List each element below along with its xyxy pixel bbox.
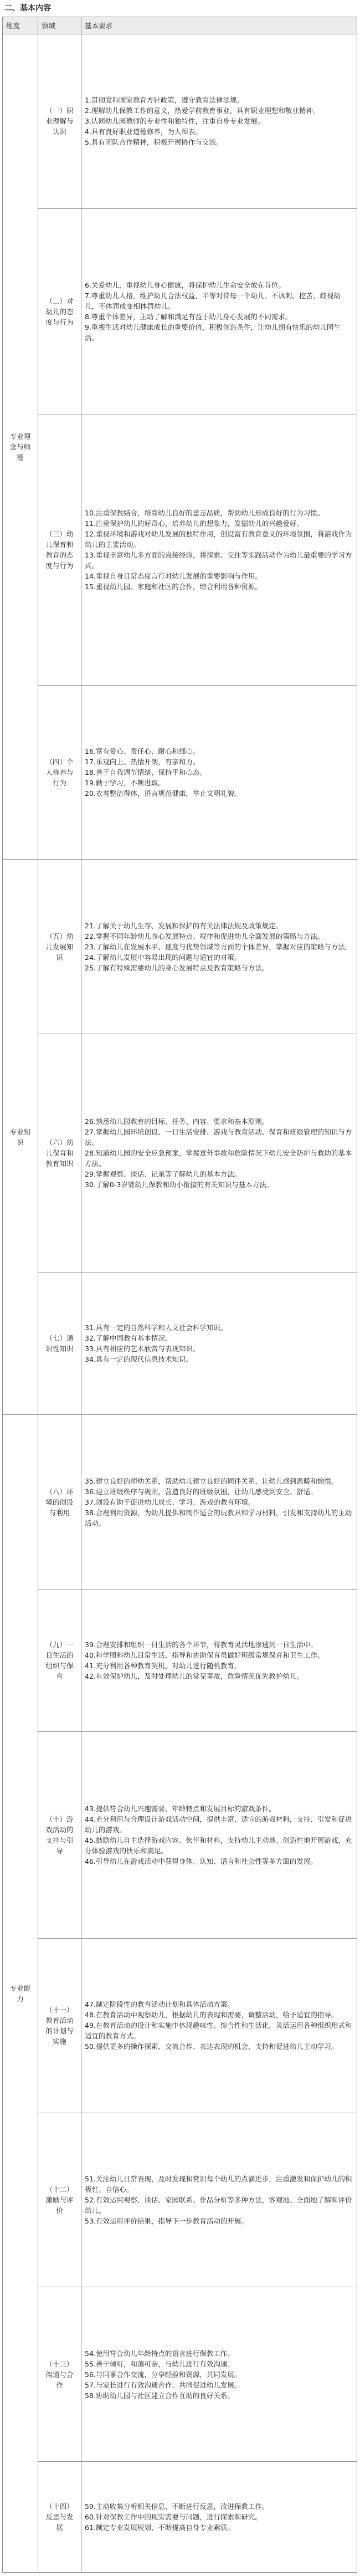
requirement-item: 22.掌握不同年龄幼儿身心发展特点、规律和促进幼儿全面发展的策略与方法。 (85, 932, 325, 941)
requirement-item: 38.合理利用资源，为幼儿提供和制作适合的玩教具和学习材料，引发和支持幼儿的主动活动。 (85, 1508, 352, 1527)
requirement-item: 42.有效保护幼儿，及时处理幼儿的常见事故，危险情况优先救护幼儿。 (85, 1672, 304, 1681)
requirement-item: 9.重视生活对幼儿健康成长的重要价值，积极创造条件，让幼儿拥有快乐的幼儿园生活。 (85, 323, 341, 343)
requirements-cell (81, 1272, 357, 1414)
field-cell: （十一）教育活动的计划与实施 (38, 1938, 81, 2113)
requirement-item: 44.充分利用与合理设计游戏活动空间，提供丰富、适宜的游戏材料，支持、引发和促进幼儿的游戏。 (85, 1815, 352, 1834)
dimension-cell: 专业知识 (3, 860, 38, 1415)
requirement-item: 17.乐观向上、热情开朗，有亲和力。 (85, 757, 200, 766)
header-dimension: 维度 (3, 17, 38, 34)
requirement-item: 43.提供符合幼儿兴趣需要、年龄特点和发展目标的游戏条件。 (85, 1805, 276, 1813)
table-row (3, 2113, 357, 2287)
requirements-cell (81, 415, 357, 685)
requirement-item: 18.善于自我调节情绪，保持平和心态。 (85, 768, 207, 776)
requirement-item: 33.具有相应的艺术欣赏与表现知识。 (85, 1345, 200, 1353)
requirement-item: 19.勤于学习，不断进取。 (85, 778, 165, 787)
requirement-item: 48.在教育活动中观察幼儿，根据幼儿的表现和需要，调整活动，给予适宜的指导。 (85, 2011, 338, 2020)
requirement-item: 32.了解中国教育基本情况。 (85, 1334, 172, 1343)
requirement-item: 20.衣着整洁得体，语言规范健康，举止文明礼貌。 (85, 789, 241, 798)
requirement-item: 28.知道幼儿园的安全应急预案，掌握意外事故和危险情况下幼儿安全防护与救助的基本方法。 (85, 1149, 352, 1168)
requirement-item: 34.具有一定的现代信息技术知识。 (85, 1355, 193, 1364)
field-cell: （二）对幼儿的态度与行为 (38, 208, 81, 415)
requirements-cell (81, 1938, 357, 2113)
requirements-cell (81, 34, 357, 209)
requirement-item: 5.具有团队合作精神，积极开展协作与交流。 (85, 138, 223, 147)
table-row (3, 415, 357, 685)
field-cell: （三）幼儿保育和教育的态度与行为 (38, 415, 81, 685)
table-row (3, 860, 357, 1034)
field-cell: （十）游戏活动的支持与引导 (38, 1732, 81, 1938)
table-row (3, 2462, 357, 2573)
requirements-cell (81, 208, 357, 415)
requirements-cell (81, 1732, 357, 1938)
requirement-item: 51.关注幼儿日常表现，及时发现和赏识每个幼儿的点滴进步，注重激发和保护幼儿的积极性、自信心。 (85, 2174, 352, 2194)
table-body (3, 34, 357, 2573)
requirements-cell (81, 2113, 357, 2287)
requirement-item: 57.与家长进行有效沟通合作，共同促进幼儿发展。 (85, 2380, 241, 2389)
requirement-item: 14.重视自身日常态度言行对幼儿发展的重要影响与作用。 (85, 572, 262, 581)
requirement-item: 3.认同幼儿园教师的专业性和独特性，注重自身专业发展。 (85, 117, 265, 126)
requirement-item: 60.针对保教工作中的现实需要与问题，进行探索和研究。 (85, 2513, 262, 2522)
header-requirements: 基本要求 (81, 17, 357, 34)
table-header-row (3, 17, 357, 34)
requirement-item: 31.具有一定的自然科学和人文社会科学知识。 (85, 1323, 228, 1332)
requirement-item: 13.重视丰富幼儿多方面的直接经验，将探索、交往等实践活动作为幼儿最重要的学习方式。 (85, 551, 352, 570)
table-row (3, 1415, 357, 1589)
table-row (3, 1034, 357, 1272)
requirement-item: 56.与同事合作交流，分享经验和资源，共同发展。 (85, 2370, 241, 2379)
field-cell: （九）一日生活的组织与保育 (38, 1589, 81, 1732)
requirement-item: 41.充分利用各种教育契机，对幼儿进行随机教育。 (85, 1662, 241, 1670)
requirement-item: 30.了解0-3岁婴幼儿保教和幼小衔接的有关知识与基本方法。 (85, 1180, 274, 1189)
dimension-cell: 专业能力 (3, 1415, 38, 2573)
requirement-item: 23.了解幼儿在发展水平、速度与优势领域等方面的个体差异，掌握对应的策略与方法。 (85, 942, 352, 951)
requirement-item: 27.掌握幼儿园环境创设、一日生活安排、游戏与教育活动、保育和班级管理的知识与方法。 (85, 1128, 352, 1147)
table-row (3, 1272, 357, 1414)
table-row (3, 1732, 357, 1938)
requirement-item: 29.掌握观察、谈话、记录等了解幼儿的基本方法。 (85, 1170, 241, 1179)
requirement-item: 10.注重保教结合，培育幼儿良好的意志品质，帮助幼儿形成良好的行为习惯。 (85, 509, 325, 518)
requirement-item: 11.注重保护幼儿的好奇心，培养幼儿的想象力，发掘幼儿的兴趣爱好。 (85, 519, 304, 528)
requirement-item: 52.有效运用观察、谈话、家园联系、作品分析等多种方法，客观地、全面地了解和评价幼儿。 (85, 2195, 352, 2215)
requirement-item: 47.制定阶段性的教育活动计划和具体活动方案。 (85, 2000, 234, 2009)
requirement-item: 6.关爱幼儿，重视幼儿身心健康，将保护幼儿生命安全放在首位。 (85, 281, 285, 290)
field-cell: （十四）反思与发展 (38, 2462, 81, 2573)
requirement-item: 49.在教育活动的设计和实施中体现趣味性、综合性和生活化，灵活运用各种组织形式和适宜的教育方式。 (85, 2021, 352, 2041)
field-cell: （五）幼儿发展知识 (38, 860, 81, 1034)
requirements-cell (81, 1589, 357, 1732)
field-cell: （十二）激励与评价 (38, 2113, 81, 2287)
requirement-item: 24.了解幼儿发展中容易出现的问题与适宜的对策。 (85, 953, 241, 962)
field-cell: （一）职业理解与认识 (38, 34, 81, 209)
requirement-item: 55.善于倾听，和蔼可亲，与幼儿进行有效沟通。 (85, 2359, 234, 2368)
requirement-item: 53.有效运用评价结果，指导下一步教育活动的开展。 (85, 2216, 248, 2225)
field-cell: （四）个人修养与行为 (38, 685, 81, 860)
field-cell: （八）环境的创设与利用 (38, 1415, 81, 1589)
table-row (3, 685, 357, 860)
requirement-item: 50.提供更多的操作探索、交流合作、表达表现的机会，支持和促进幼儿主动学习。 (85, 2042, 338, 2051)
requirements-cell (81, 2287, 357, 2462)
requirements-cell (81, 685, 357, 860)
requirement-item: 2.理解幼儿保教工作的意义，热爱学前教育事业，具有职业理想和敬业精神。 (85, 106, 320, 115)
requirement-item: 15.重视幼儿园、家庭和社区的合作，综合利用各种资源。 (85, 582, 262, 591)
field-cell: （七）通识性知识 (38, 1272, 81, 1414)
header-field: 领域 (38, 17, 81, 34)
requirement-item: 35.建立良好的师幼关系，帮助幼儿建立良好的同伴关系，让幼儿感到温暖和愉悦。 (85, 1476, 338, 1485)
requirements-cell (81, 1415, 357, 1589)
requirement-item: 4.具有良好职业道德修养，为人师表。 (85, 127, 202, 136)
field-cell: （十三）沟通与合作 (38, 2287, 81, 2462)
dimension-cell: 专业理念与师德 (3, 34, 38, 860)
requirement-item: 58.协助幼儿园与社区建立合作互助的良好关系。 (85, 2391, 234, 2400)
requirement-item: 61.制定专业发展规划，不断提高自身专业素质。 (85, 2523, 234, 2532)
requirement-item: 54.使用符合幼儿年龄特点的语言进行保教工作。 (85, 2349, 234, 2358)
requirement-item: 37.创设有助于促进幼儿成长、学习、游戏的教育环境。 (85, 1497, 255, 1506)
requirement-item: 40.科学照料幼儿日常生活，指导和协助保育员做好班级常规保育和卫生工作。 (85, 1651, 325, 1660)
field-cell: （六）幼儿保育和教育知识 (38, 1034, 81, 1272)
requirements-cell (81, 1034, 357, 1272)
requirement-item: 25.了解有特殊需要幼儿的身心发展特点及教育策略与方法。 (85, 963, 269, 972)
requirement-item: 7.尊重幼儿人格，维护幼儿合法权益，平等对待每一个幼儿。不讽刺、挖苦、歧视幼儿，不体罚或变相体罚幼儿。 (85, 292, 341, 311)
requirement-item: 16.富有爱心、责任心、耐心和细心。 (85, 747, 200, 755)
requirement-item: 45.鼓励幼儿自主选择游戏内容、伙伴和材料，支持幼儿主动地、创造性地开展游戏，充分体验游戏的快乐和满足。 (85, 1836, 352, 1856)
section-title: 二、基本内容 (4, 4, 51, 13)
table-row (3, 208, 357, 415)
requirement-item: 36.建立班级秩序与规则，营造良好的班级氛围，让幼儿感受到安全、舒适。 (85, 1487, 317, 1496)
requirement-item: 12.重视环境和游戏对幼儿发展的独特作用，创设富有教育意义的环境氛围，将游戏作为幼儿的主要活动。 (85, 530, 352, 549)
requirement-item: 8.尊重个体差异，主动了解和满足有益于幼儿身心发展的不同需求。 (85, 313, 292, 321)
table-row (3, 2287, 357, 2462)
requirements-cell (81, 2462, 357, 2573)
standards-table (2, 17, 357, 2573)
requirements-cell (81, 860, 357, 1034)
table-row (3, 34, 357, 209)
requirement-item: 39.合理安排和组织一日生活的各个环节，将教育灵活地渗透到一日生活中。 (85, 1640, 317, 1649)
requirement-item: 59.主动收集分析相关信息，不断进行反思，改进保教工作。 (85, 2502, 269, 2511)
requirement-item: 21.了解关于幼儿生存、发展和保护的有关法律法规及政策规定。 (85, 921, 283, 930)
requirement-item: 46.引导幼儿在游戏活动中获得身体、认知、语言和社会性等多方面的发展。 (85, 1857, 317, 1866)
requirement-item: 26.熟悉幼儿园教育的目标、任务、内容、要求和基本原则。 (85, 1117, 269, 1126)
table-row (3, 1589, 357, 1732)
requirement-item: 1.贯彻党和国家教育方针政策，遵守教育法律法规。 (85, 96, 244, 105)
table-row (3, 1938, 357, 2113)
